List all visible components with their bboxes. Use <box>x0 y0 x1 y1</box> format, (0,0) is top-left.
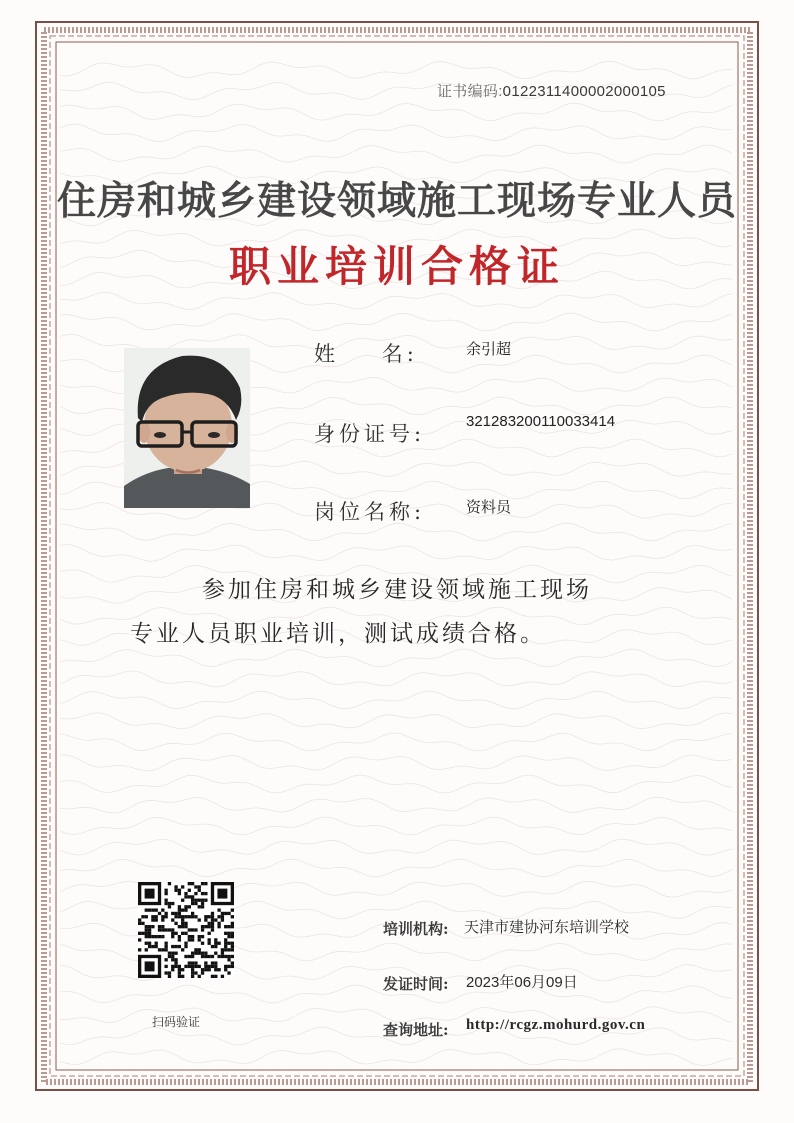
certificate-number <box>437 80 666 101</box>
query-url-link[interactable]: http://rcgz.mohurd.gov.cn <box>466 1017 646 1033</box>
name-label: 姓 名: <box>314 342 418 366</box>
institution-value: 天津市建协河东培训学校 <box>464 919 630 936</box>
certificate-number-label: 证书编码: <box>437 83 503 100</box>
position-label: 岗位名称: <box>314 500 426 524</box>
issue-date-value: 2023年06月09日 <box>466 974 578 991</box>
statement-line1: 参加住房和城乡建设领域施工现场 <box>202 577 592 603</box>
qr-caption: 扫码验证 <box>152 1015 201 1029</box>
position-value: 资料员 <box>466 499 512 516</box>
issue-date-label: 发证时间: <box>383 975 449 993</box>
certificate-title-line2: 职业培训合格证 <box>228 242 565 291</box>
certificate-number-value: 0122311400002000105 <box>502 83 666 100</box>
id-number-label: 身份证号: <box>314 422 426 446</box>
holder-photo <box>124 348 250 508</box>
statement-line2: 专业人员职业培训，测试成绩合格。 <box>130 621 546 647</box>
certificate-title-line1: 住房和城乡建设领域施工现场专业人员 <box>56 178 737 224</box>
verification-qr-code[interactable] <box>138 882 234 978</box>
query-url-label: 查询地址: <box>383 1021 449 1039</box>
id-number-value: 321283200110033414 <box>466 413 616 430</box>
certification-statement <box>130 568 690 656</box>
name-value: 余引超 <box>466 341 512 358</box>
institution-label: 培训机构: <box>383 920 449 938</box>
